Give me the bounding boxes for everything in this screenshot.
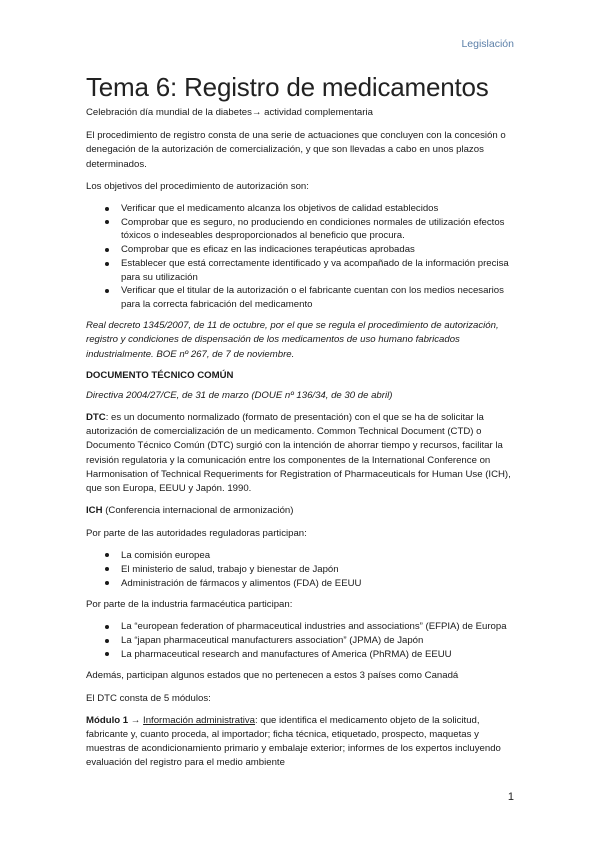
arrow-icon: → <box>128 714 144 726</box>
page-number: 1 <box>507 791 514 803</box>
dtc-definition <box>86 411 516 496</box>
list-item: La “european federation of pharmaceutical industries and associations” (EFPIA) de Europa <box>121 620 516 633</box>
dtc-term: DTC <box>86 412 106 424</box>
modules-intro: El DTC consta de 5 módulos: <box>86 692 211 704</box>
directiva-reference: Directiva 2004/27/CE, de 31 de marzo (DOUE nº 136/34, de 30 de abril) <box>86 389 393 401</box>
dtc-text: : es un documento normalizado (formato de presentación) con el que se ha de solicitar la autorización de comercialización de un medicamento. Common Technical Document (CTD) o Documento Técnico Común (DTC) surgió con la intención de ahorrar tiempo y recursos, facilitar la revisión regulatoria y la comunicación entre los componentes de la International Conference on Harmonisation of Technical Requeriments for Registration of Pharmaceuticals for Human Use (ICH), que son Europa, EEUU y Japón. 1990. <box>86 412 511 495</box>
regulators-list <box>86 549 516 590</box>
list-item: Comprobar que es seguro, no produciendo en condiciones normales de utilización efectos tóxicos o indeseables desproporcionados al beneficio que procura. <box>121 216 516 243</box>
objectives-intro: Los objetivos del procedimiento de autorización son: <box>86 180 309 192</box>
other-states-paragraph: Además, participan algunos estados que no pertenecen a estos 3 países como Canadá <box>86 670 459 682</box>
dtc-section-heading: DOCUMENTO TÉCNICO COMÚN <box>86 369 234 381</box>
module-1-name: Información administrativa <box>143 714 256 726</box>
list-item: La pharmaceutical research and manufactures of America (PhRMA) de EEUU <box>121 648 516 661</box>
module-1-label: Módulo 1 <box>86 714 129 726</box>
list-item: Establecer que está correctamente identificado y va acompañado de la información precisa para su utilización <box>121 257 516 284</box>
document-body <box>86 72 516 779</box>
list-item: El ministerio de salud, trabajo y bienestar de Japón <box>121 563 516 576</box>
intro-paragraph: El procedimiento de registro consta de una serie de actuaciones que concluyen con la concesión o denegación de la autorización de comercialización, y que son llevadas a cabo en unos plazos determinados. <box>86 130 506 170</box>
list-item: La “japan pharmaceutical manufacturers association” (JPMA) de Japón <box>121 634 516 647</box>
page-title: Tema 6: Registro de medicamentos <box>86 72 489 102</box>
header-section-label: Legislación <box>461 38 514 50</box>
module-1-text: : que identifica el medicamento objeto de la solicitud, fabricante y, cuanto proceda, al importador; ficha técnica, etiquetado, prospecto, maquetas y muestras de acondicionamiento primario y embalaje exterior; informes de los expertos incluyendo evaluación del registro para el medio ambiente <box>86 714 501 769</box>
objectives-list <box>86 202 516 311</box>
real-decreto-reference: Real decreto 1345/2007, de 11 de octubre, por el que se regula el procedimiento de autorización, registro y condiciones de dispensación de los medicamentos de uso humano fabricados industrialmente. BOE nº 267, de 7 de noviembre. <box>86 320 499 360</box>
ich-text: (Conferencia internacional de armonización) <box>102 505 294 517</box>
industry-intro: Por parte de la industria farmacéutica participan: <box>86 598 293 610</box>
list-item: Verificar que el titular de la autorización o el fabricante cuentan con los medios necesarios para la correcta fabricación del medicamento <box>121 284 516 311</box>
ich-definition <box>86 504 516 518</box>
list-item: Verificar que el medicamento alcanza los objetivos de calidad establecidos <box>121 202 516 215</box>
regulators-intro: Por parte de las autoridades reguladoras participan: <box>86 527 307 539</box>
subtitle: Celebración día mundial de la diabetes→ actividad complementaria <box>86 107 373 118</box>
list-item: La comisión europea <box>121 549 516 562</box>
list-item: Comprobar que es eficaz en las indicaciones terapéuticas aprobadas <box>121 243 516 256</box>
industry-list <box>86 620 516 661</box>
module-1-paragraph <box>86 714 516 771</box>
list-item: Administración de fármacos y alimentos (FDA) de EEUU <box>121 577 516 590</box>
ich-term: ICH <box>86 505 103 517</box>
